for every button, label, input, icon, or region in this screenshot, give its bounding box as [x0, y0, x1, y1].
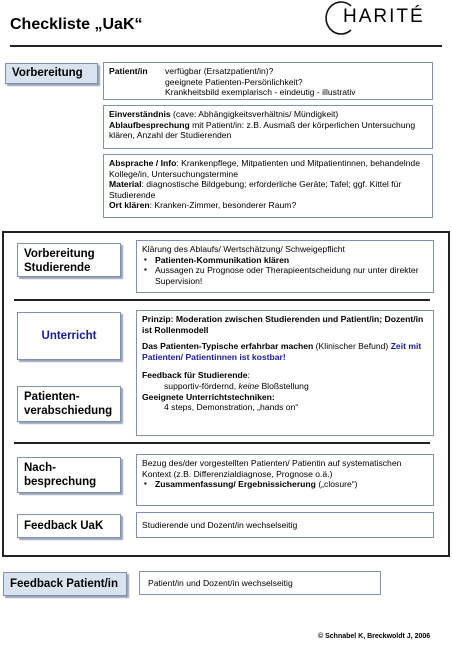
ablaufbesprechung-key: Ablaufbesprechung	[109, 119, 190, 130]
studierende-bullet-2: ▪ Aussagen zu Prognose oder Therapieentscheidung nur unter direkter Supervision!	[155, 265, 428, 286]
einverstaendnis-key: Einverständnis	[109, 109, 171, 119]
einverstaendnis-box	[103, 105, 433, 149]
feedback-line-em: keine	[238, 380, 260, 391]
zusammenfassung-text: („closure“)	[315, 479, 358, 490]
patient-line-3: Krankheitsbild exemplarisch - eindeutig - illustrativ	[165, 87, 356, 98]
ort-text: : Kranken-Zimmer, besonderer Raum?	[149, 200, 297, 211]
logo-text: HARITÉ	[343, 6, 425, 27]
absprache-key: Absprache / Info	[109, 158, 177, 168]
label-vorbereitung-studierende-line1: Vorbereitung	[24, 248, 95, 260]
patient-line-2: geeignete Patienten-Persönlichkeit?	[165, 76, 303, 87]
ort-key: Ort klären	[109, 200, 150, 211]
studierende-bullet-1: Patienten-Kommunikation klären	[155, 254, 290, 265]
feedback-line-post: Bloßstellung	[259, 380, 309, 391]
label-feedback-patient: Feedback Patient/in	[3, 572, 127, 596]
section-divider-1	[14, 299, 430, 301]
label-nachbesprechung	[17, 457, 121, 493]
patient-box	[103, 62, 433, 100]
label-patientenverabschiedung	[17, 386, 121, 422]
label-vorbereitung: Vorbereitung	[5, 63, 98, 84]
material-text: : diagnostische Bildgebung; erforderliche Geräte; Tafel; ggf. Kittel für Studierende	[109, 179, 402, 200]
material-key: Material	[109, 179, 142, 190]
zeit-kostbar: Zeit mit Patienten/ Patientinnen ist kostbar!	[142, 341, 422, 362]
techniken-line: 4 steps, Demonstration, „hands on“	[164, 402, 299, 413]
label-feedback-uak: Feedback UaK	[17, 514, 121, 538]
copyright: © Schnabel K, Breckwoldt J, 2006	[318, 633, 431, 640]
patient-key: Patient/in	[109, 66, 148, 76]
label-unterricht: Unterricht	[17, 312, 121, 360]
label-vorbereitung-studierende-line2: Studierende	[24, 262, 91, 274]
page-title: Checkliste „UaK“	[10, 16, 143, 33]
techniken-key: Geeignete Unterrichtstechniken:	[142, 391, 275, 402]
label-nachbesprechung-line1: Nach-	[24, 462, 56, 474]
feedback-line-pre: supportiv-fördernd,	[164, 380, 239, 391]
section-divider-2	[14, 442, 430, 444]
zusammenfassung-key: Zusammenfassung/ Ergebnissicherung	[155, 479, 316, 490]
feedback-colon: :	[247, 370, 250, 381]
typisch-text: (Klinischer Befund)	[313, 341, 389, 352]
absprache-box	[103, 154, 433, 218]
nachbesprechung-text: Bezug des/der vorgestellten Patienten/ Patientin auf systematischen Kontext (z.B. Differenzialdiagnose, Prognose o.ä.)	[142, 458, 402, 479]
label-nachbesprechung-line2: besprechung	[24, 476, 97, 488]
feedback-studierende-key: Feedback für Studierende	[142, 370, 248, 381]
absprache-text: : Krankenpflege, Mitpatienten und Mitpatientinnen, behandelnde Kollege/in, Untersuchungstermine	[109, 158, 420, 179]
feedback-patient-box: Patient/in und Dozent/in wechselseitig	[139, 571, 381, 595]
label-verabschiedung-line2: verabschiedung	[24, 405, 113, 417]
nachbesprechung-box	[136, 454, 434, 506]
studierende-intro: Klärung des Ablaufs/ Wertschätzung/ Schweigepflicht	[142, 244, 345, 254]
typisch-key: Das Patienten-Typische erfahrbar machen	[142, 341, 314, 352]
einverstaendnis-text: (cave: Abhängigkeitsverhältnis/ Mündigkeit)	[170, 109, 339, 119]
ablaufbesprechung-text: mit Patient/in: z.B. Ausmaß der körperlichen Untersuchung klären, Anzahl der Studierenden	[109, 119, 416, 141]
header-divider	[10, 45, 442, 47]
charite-logo	[323, 2, 443, 38]
label-verabschiedung-line1: Patienten-	[24, 391, 80, 403]
feedback-uak-box: Studierende und Dozent/in wechselseitig	[136, 512, 434, 538]
patient-line-1: verfügbar (Ersatzpatient/in)?	[165, 66, 274, 76]
prinzip-text: Prinzip: Moderation zwischen Studierenden und Patient/in; Dozent/in ist Rollenmodell	[142, 314, 424, 335]
label-vorbereitung-studierende	[17, 243, 121, 277]
studierende-box	[136, 240, 434, 293]
unterricht-box	[136, 310, 434, 436]
